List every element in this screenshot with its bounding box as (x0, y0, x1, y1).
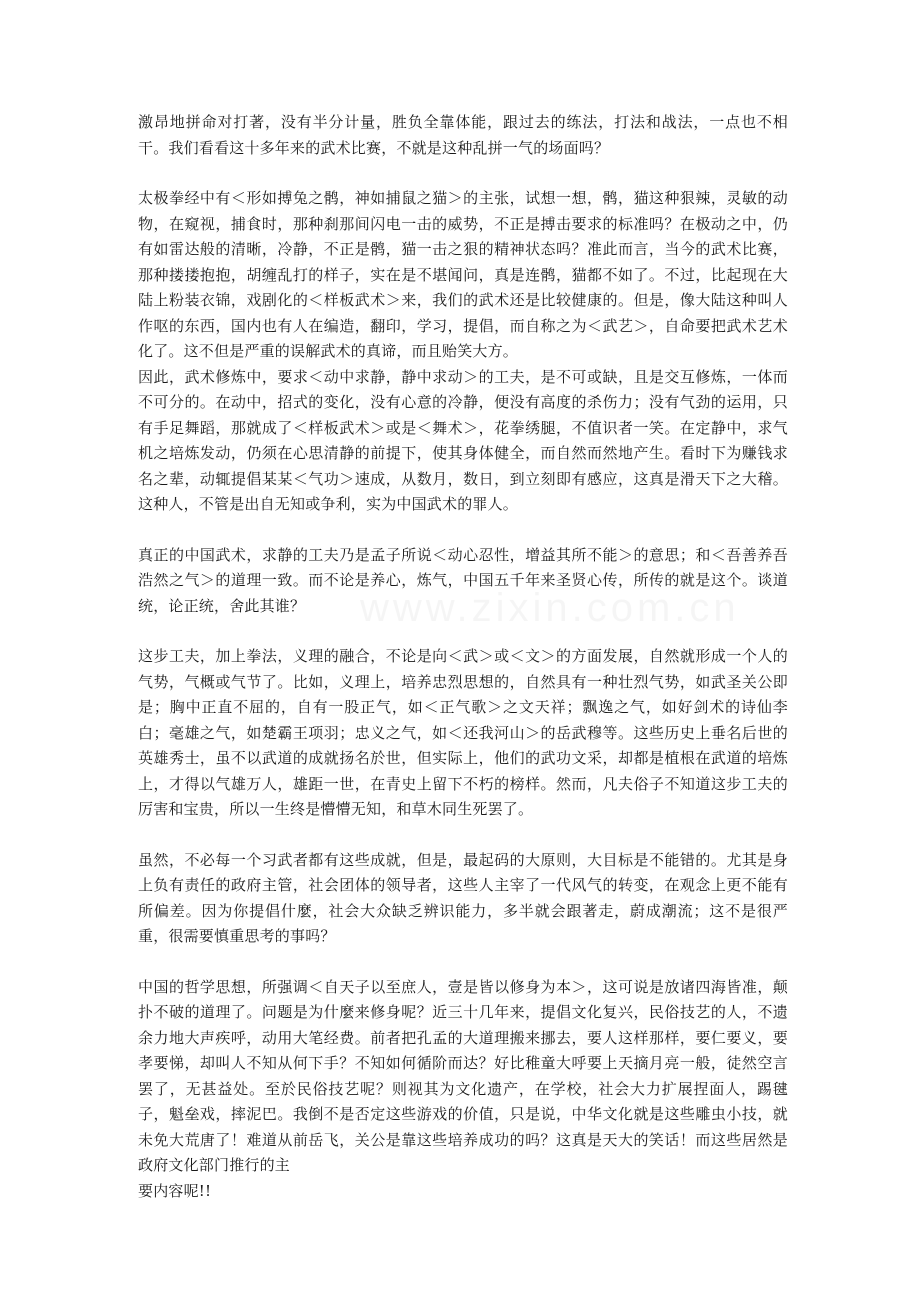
paragraph-7: 中国的哲学思想，所强调＜自天子以至庶人，壹是皆以修身为本＞，这可说是放诸四海皆准，颠扑不破的道理了。问题是为什麼来修身呢？近三十几年来，提倡文化复兴，民俗技艺的人，不遗余力地大声疾呼，动用大笔经费。前者把孔孟的大道理搬来挪去，要人这样那样，要仁要义，要孝要悌，却叫人不知从何下手？不知如何循阶而达？好比稚童大呼要上天摘月亮一般，徒然空言罢了，无甚益处。至於民俗技艺呢？则视其为文化遗产，在学校，社会大力扩展捏面人，踢毽子，魁垒戏，摔泥巴。我倒不是否定这些游戏的价值，只是说，中华文化就是这些雕虫小技，就未免大荒唐了！难道从前岳飞，关公是靠这些培养成功的吗？这真是天大的笑话！而这些居然是政府文化部门推行的主 (138, 977, 788, 1174)
paragraph-gap (138, 161, 788, 186)
paragraph-1: 激昂地拼命对打著，没有半分计量，胜负全靠体能，跟过去的练法，打法和战法，一点也不相干。我们看看这十多年来的武术比赛，不就是这种乱拼一气的场面吗？ (138, 113, 788, 157)
paragraph-gap (138, 518, 788, 543)
document-body (138, 110, 788, 1204)
paragraph-2: 太极拳经中有＜形如搏兔之鹘，神如捕鼠之猫＞的主张，试想一想，鹘，猫这种狠辣，灵敏的动物，在窥视，捕食时，那种刹那间闪电一击的威势，不正是搏击要求的标准吗？在极动之中，仍有如雷达般的清晰，冷静，不正是鹘，猫一击之狠的精神状态吗？准此而言，当今的武术比赛，那种搂搂抱抱，胡缠乱打的样子，实在是不堪闻问，真是连鹘，猫都不如了。不过，比起现在大陆上粉装衣锦，戏剧化的＜样板武术＞来，我们的武术还是比较健康的。但是，像大陆这种叫人作呕的东西，国内也有人在编造，翻印，学习，提倡，而自称之为＜武艺＞，自命要把武术艺术化了。这不但是严重的误解武术的真谛，而且贻笑大方。 (138, 189, 788, 360)
paragraph-4: 真正的中国武术，求静的工夫乃是孟子所说＜动心忍性，增益其所不能＞的意思；和＜吾善养吾浩然之气＞的道理一致。而不论是养心，炼气，中国五千年来圣贤心传，所传的就是这个。谈道统，论正统，舍此其谁？ (138, 545, 788, 615)
paragraph-gap (138, 823, 788, 848)
paragraph-gap (138, 950, 788, 975)
paragraph-8: 要内容呢!! (138, 1181, 212, 1200)
paragraph-5: 这步工夫，加上拳法，义理的融合，不论是向＜武＞或＜文＞的方面发展，自然就形成一个人的气势，气概或气节了。比如，义理上，培养忠烈思想的，自然具有一种壮烈气势，如武圣关公即是；胸中正直不屈的，自有一股正气，如＜正气歌＞之文天祥；飘逸之气，如好剑术的诗仙李白；毫雄之气，如楚霸王项羽；忠义之气，如＜还我河山＞的岳武穆等。这些历史上垂名后世的英雄秀士，虽不以武道的成就扬名於世，但实际上，他们的武功文采，却都是植根在武道的培炼上，才得以气雄万人，雄距一世，在青史上留下不朽的榜样。然而，凡夫俗子不知道这步工夫的厉害和宝贵，所以一生终是懵懵无知，和草木同生死罢了。 (138, 647, 788, 818)
paragraph-gap (138, 619, 788, 644)
paragraph-3: 因此，武术修炼中，要求＜动中求静，静中求动＞的工夫，是不可或缺，且是交互修炼，一体而不可分的。在动中，招式的变化，没有心意的冷静，便没有高度的杀伤力；没有气劲的运用，只有手足舞蹈，那就成了＜样板武术＞或是＜舞术＞，花拳绣腿，不值识者一笑。在定静中，求气机之培炼发动，仍须在心思清静的前提下，使其身体健全，而自然而然地产生。看时下为赚钱求名之辈，动辄提倡某某＜气功＞速成，从数月，数日，到立刻即有感应，这真是滑天下之大稽。这种人，不管是出自无知或争利，实为中国武术的罪人。 (138, 367, 788, 513)
paragraph-6: 虽然，不必每一个习武者都有这些成就，但是，最起码的大原则，大目标是不能错的。尤其是身上负有责任的政府主管，社会团体的领导者，这些人主宰了一代风气的转变，在观念上更不能有所偏差。因为你提倡什麼，社会大众缺乏辨识能力，多半就会跟著走，蔚成潮流；这不是很严重，很需要慎重思考的事吗？ (138, 850, 788, 945)
